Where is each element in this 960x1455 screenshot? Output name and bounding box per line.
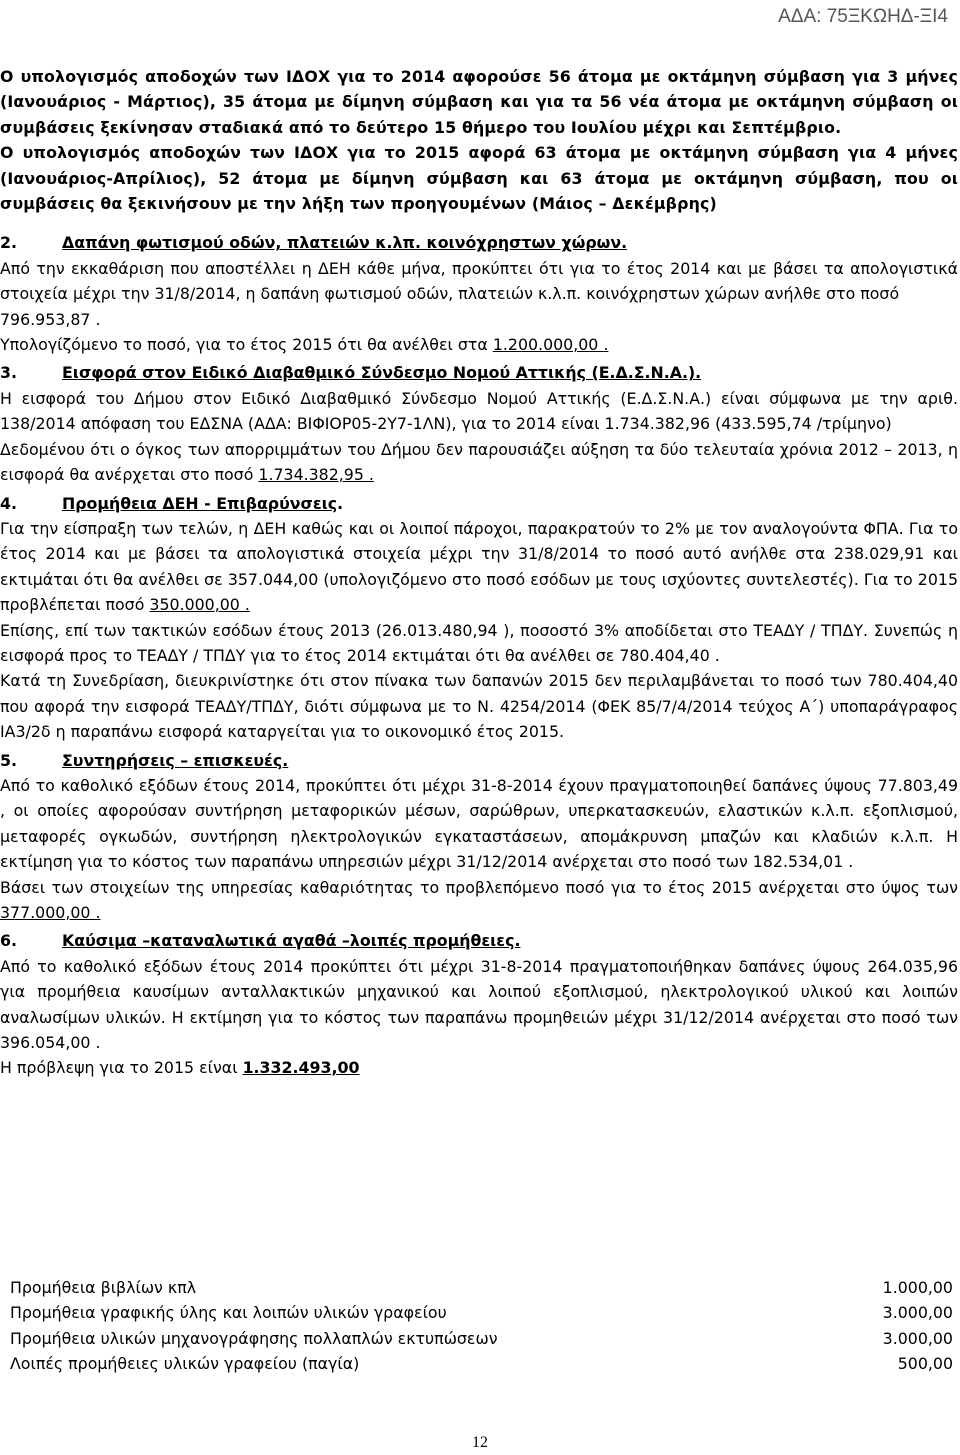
paragraph-2014: Ο υπολογισμός αποδοχών των ΙΔΟΧ για το 2014 αφορούσε 56 άτομα με οκτάμηνη σύμβαση για 3 μήνες (Ιανουάριος - Μάρτιος), 35 άτομα με δίμηνη σύμβαση και για τα 56 νέα άτομα με οκτάμηνη σύμβαση οι συμβάσεις ξεκίνησαν σταδιακά από το δεύτερο 15 θήμερο του Ιουλίου μέχρι και Σεπτέμβριο. (0, 67, 958, 137)
section-4-body: Για την είσπραξη των τελών, η ΔΕΗ καθώς και οι λοιποί πάροχοι, παρακρατούν το 2% με τον αναλογούντα ΦΠΑ. Για το έτος 2014 και με βάσει τα απολογιστικά στοιχεία μέχρι την 31/8/2014 το ποσό αυτό ανήλθε στα 238.029,91 και εκτιμάται ότι θα ανέλθει σε 357.044,00 (υπολογιζόμενο στο ποσό εσόδων με τους ισχύοντες συντελεστές). Για το 2015 προβλέπεται ποσό (0, 518, 958, 615)
section-5-forecast (0, 875, 958, 926)
item-label: Προμήθεια γραφικής ύλης και λοιπών υλικών γραφείου (10, 1303, 447, 1323)
document-body (0, 64, 958, 1081)
forecast-amount: 350.000,00 . (149, 595, 250, 615)
section-2-amount: 796.953,87 . (0, 309, 101, 329)
list-item (10, 1275, 953, 1300)
supplies-list (10, 1275, 953, 1377)
list-item (10, 1351, 953, 1376)
section-4-heading: 4. Προμήθεια ΔΕΗ - Επιβαρύνσεις. (0, 491, 958, 516)
section-number: 6. (0, 931, 17, 951)
section-title: Συντηρήσεις – επισκευές. (62, 750, 289, 770)
section-6-forecast (0, 1055, 958, 1080)
item-value: 1.000,00 (882, 1278, 953, 1297)
ada-code: ΑΔΑ: 75ΞΚΩΗΔ-ΞΙ4 (778, 6, 948, 27)
item-label: Προμήθεια βιβλίων κπλ (10, 1278, 197, 1297)
item-label: Προμήθεια υλικών μηχανογράφησης πολλαπλών εκτυπώσεων (10, 1328, 498, 1348)
section-title: Καύσιμα –καταναλωτικά αγαθά –λοιπές προμήθειες. (62, 931, 521, 951)
forecast-amount: 377.000,00 . (0, 903, 101, 922)
section-2-text: Από την εκκαθάριση που αποστέλλει η ΔΕΗ κάθε μήνα, προκύπτει ότι για το έτος 2014 και με βάσει τα απολογιστικά στοιχεία μέχρι την 31/8/2014, η δαπάνη φωτισμού οδών, πλατειών κ.λ.π. κοινόχρηστων χώρων ανήλθε στο ποσό (0, 258, 958, 304)
page-number: 12 (472, 1434, 488, 1451)
section-2-heading (0, 230, 958, 255)
section-2-forecast (0, 332, 958, 357)
item-value: 500,00 (897, 1354, 953, 1374)
section-title: Δαπάνη φωτισμού οδών, πλατειών κ.λπ. κοινόχρηστων χώρων. (62, 233, 628, 253)
forecast-amount: 1.200.000,00 . (492, 335, 609, 355)
item-label: Λοιπές προμήθειες υλικών γραφείου (παγία) (10, 1354, 360, 1374)
forecast-text: Δεδομένου ότι ο όγκος των απορριμμάτων του Δήμου δεν παρουσιάζει αύξηση τα δύο τελευταία χρόνια 2012 – 2013, η εισφορά θα ανέρχεται στο ποσό (0, 439, 958, 485)
section-4-text (0, 516, 958, 618)
item-value: 3.000,00 (882, 1303, 953, 1323)
forecast-text: Βάσει των στοιχείων της υπηρεσίας καθαριότητας το προβλεπόμενο ποσό για το έτος 2015 ανέρχεται στο ύψος των (0, 877, 958, 897)
forecast-text: Υπολογίζόμενο το ποσό, για το έτος 2015 ότι θα ανέλθει στα (0, 335, 493, 355)
section-4-teady: Επίσης, επί των τακτικών εσόδων έτους 2013 (26.013.480,94 ), ποσοστό 3% αποδίδεται στο ΤΕΑΔΥ / ΤΠΔΥ. Συνεπώς η εισφορά προς το ΤΕΑΔΥ / ΤΠΔΥ για το έτος 2014 εκτιμάται ότι θα ανέλθει σε 780.404,40 . (0, 620, 958, 665)
section-number: 4. (0, 493, 17, 513)
list-item (10, 1326, 953, 1351)
section-3-forecast (0, 437, 958, 488)
section-number: 2. (0, 233, 17, 253)
paragraph-2015: Ο υπολογισμός αποδοχών των ΙΔΟΧ για το 2015 αφορά 63 άτομα με οκτάμηνη σύμβαση για 4 μήνες (Ιανουάριος-Απρίλιος), 52 άτομα με δίμηνη σύμβαση και 63 άτομα με οκτάμηνη σύμβαση, που οι συμβάσεις θα ξεκινήσουν με την λήξη των προηγουμένων (Μάιος – Δεκέμβρης) (0, 143, 958, 214)
section-3-heading (0, 360, 958, 385)
section-number: 5. (0, 750, 17, 770)
section-4-meeting: Κατά τη Συνεδρίαση, διευκρινίστηκε ότι στον πίνακα των δαπανών 2015 δεν περιλαμβάνεται το ποσό των 780.404,40 που αφορά την εισφορά ΤΕΑΔΥ/ΤΠΔΥ, διότι σύμφωνα με το Ν. 4254/2014 (ΦΕΚ 85/7/4/2014 τεύχος Α΄) υποπαράγραφος ΙΑ3/2δ η παραπάνω εισφορά καταργείται για το οικονομικό έτος 2015. (0, 671, 958, 742)
forecast-amount: 1.332.493,00 (242, 1058, 360, 1078)
section-3-text: Η εισφορά του Δήμου στον Ειδικό Διαβαθμικό Σύνδεσμο Νομού Αττικής (Ε.Δ.Σ.Ν.Α.) είναι σύμφωνα με την αριθ. 138/2014 απόφαση του ΕΔΣΝΑ (ΑΔΑ: ΒΙΦΙΟΡ05-2Υ7-1ΛΝ), για το 2014 είναι 1.734.382,96 (433.595,74 /τρίμηνο) (0, 388, 958, 434)
forecast-amount: 1.734.382,95 . (258, 465, 374, 485)
section-title: Προμήθεια ΔΕΗ - Επιβαρύνσεις (62, 493, 338, 513)
section-title: Εισφορά στον Ειδικό Διαβαθμικό Σύνδεσμο Νομού Αττικής (Ε.Δ.Σ.Ν.Α.). (62, 363, 702, 383)
section-5-heading (0, 748, 958, 773)
section-6-text: Από το καθολικό εξόδων έτους 2014 προκύπτει ότι μέχρι 31-8-2014 πραγματοποιήθηκαν δαπάνες ύψους 264.035,96 για προμήθεια καυσίμων ανταλλακτικών μηχανικού και λοιπού εξοπλισμού, ηλεκτρολογικού υλικού και λοιπών αναλωσίμων υλικών. Η εκτίμηση για το κόστος των παραπάνω προμηθειών μέχρι 31/12/2014 ανέρχεται στο ποσό των 396.054,00 . (0, 956, 958, 1053)
item-value: 3.000,00 (882, 1328, 953, 1348)
section-5-text: Από το καθολικό εξόδων έτους 2014, προκύπτει ότι μέχρι 31-8-2014 έχουν πραγματοποιηθεί δαπάνες ύψους 77.803,49 , οι οποίες αφορούσαν συντήρηση μεταφορικών μέσων, σαρώθρων, υπερκατασκευών, ελαστικών κ.λ.π. εξοπλισμού, μεταφορές ογκωδών, συντήρηση ηλεκτρολογικών εγκαταστάσεων, απομάκρυνση μπαζών και κλαδιών κ.λ.π. Η εκτίμηση για το κόστος των παραπάνω υπηρεσιών μέχρι 31/12/2014 ανέρχεται στο ποσό των 182.534,01 . (0, 775, 958, 872)
section-6-heading (0, 928, 958, 953)
list-item (10, 1300, 953, 1325)
section-number: 3. (0, 363, 17, 383)
forecast-text: Η πρόβλεψη για το 2015 είναι (0, 1058, 243, 1078)
